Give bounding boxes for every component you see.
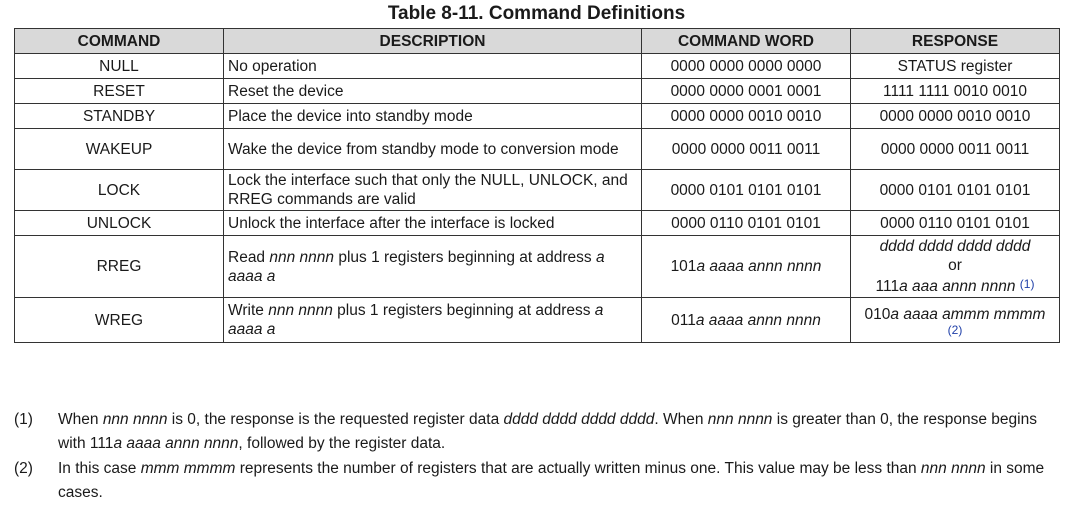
cell-command-word: 0000 0110 0101 0101 [642,211,851,236]
cell-response: 0000 0110 0101 0101 [851,211,1060,236]
table-header-row [15,29,1060,54]
table-row [15,104,1060,129]
footnote-ref-2[interactable]: (2) [947,322,963,337]
table-row [15,54,1060,79]
cell-response: STATUS register [851,54,1060,79]
cell-command: UNLOCK [15,211,224,236]
header-command-word: COMMAND WORD [642,29,851,54]
cell-command-word: 011a aaaa annn nnnn [642,298,851,343]
footnote-ref-1[interactable]: (1) [1019,277,1035,291]
cell-command-word: 0000 0000 0011 0011 [642,129,851,170]
cell-command: WAKEUP [15,129,224,170]
footnote-2 [14,457,1059,505]
table-row [15,298,1060,343]
cell-description: Reset the device [224,79,642,104]
header-description: DESCRIPTION [224,29,642,54]
cell-description: Place the device into standby mode [224,104,642,129]
table-row [15,129,1060,170]
footnote-number: (2) [14,460,33,477]
cell-command-word: 0000 0000 0000 0000 [642,54,851,79]
table-row [15,170,1060,211]
cell-response: 0000 0000 0011 0011 [851,129,1060,170]
command-table [14,28,1060,343]
cell-response: 1111 1111 0010 0010 [851,79,1060,104]
cell-command-word: 101a aaaa annn nnnn [642,236,851,298]
cell-command: RESET [15,79,224,104]
cell-response: 010a aaaa ammm mmmm (2) [851,298,1060,343]
header-command: COMMAND [15,29,224,54]
cell-description: Write nnn nnnn plus 1 registers beginning at address a aaaa a [224,298,642,343]
footnote-1 [14,408,1059,456]
footnote-number: (1) [14,411,33,428]
cell-description: Read nnn nnnn plus 1 registers beginning at address a aaaa a [224,236,642,298]
cell-response: dddd dddd dddd dddd or 111a aaa annn nnnn (1) [851,236,1060,298]
cell-command-word: 0000 0000 0010 0010 [642,104,851,129]
cell-command: STANDBY [15,104,224,129]
table-title: Table 8-11. Command Definitions [387,3,686,24]
cell-description: Lock the interface such that only the NULL, UNLOCK, and RREG commands are valid [224,170,642,211]
cell-description: Unlock the interface after the interface is locked [224,211,642,236]
cell-description: Wake the device from standby mode to conversion mode [224,129,642,170]
footnotes [14,408,1059,506]
cell-command: WREG [15,298,224,343]
table-row [15,211,1060,236]
cell-command: NULL [15,54,224,79]
table-row [15,79,1060,104]
cell-command-word: 0000 0101 0101 0101 [642,170,851,211]
footnote-text: When nnn nnnn is 0, the response is the requested register data dddd dddd dddd dddd. When nnn nnnn is greater than 0, the response begins with 111a aaaa annn nnnn, followed by the register data. [58,411,1037,452]
cell-command-word: 0000 0000 0001 0001 [642,79,851,104]
cell-command: RREG [15,236,224,298]
cell-response: 0000 0101 0101 0101 [851,170,1060,211]
cell-response: 0000 0000 0010 0010 [851,104,1060,129]
table-row [15,236,1060,298]
cell-description: No operation [224,54,642,79]
footnote-text: In this case mmm mmmm represents the number of registers that are actually written minus one. This value may be less than nnn nnnn in some cases. [58,460,1045,501]
cell-command: LOCK [15,170,224,211]
header-response: RESPONSE [851,29,1060,54]
